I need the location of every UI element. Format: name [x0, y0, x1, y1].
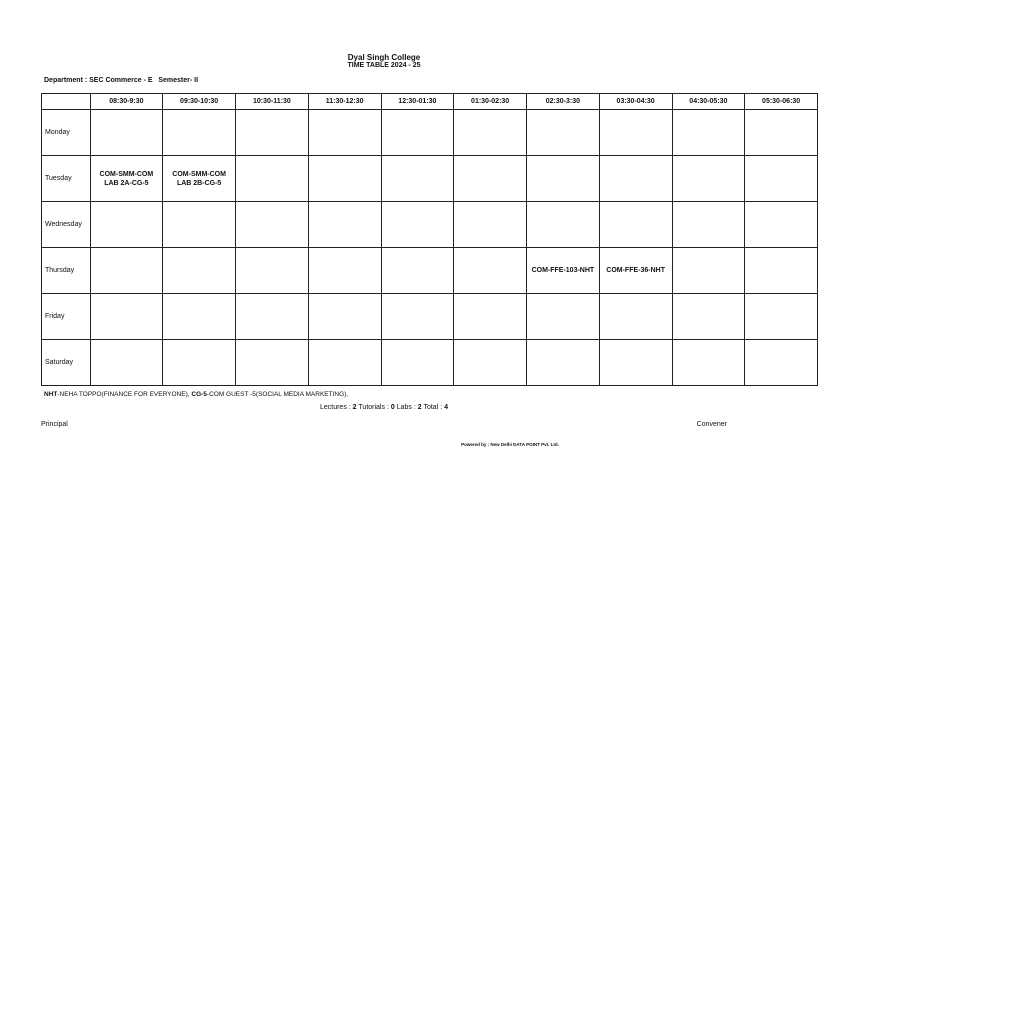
- timetable-cell: [745, 110, 818, 156]
- timetable-cell: [236, 294, 309, 340]
- day-label: Thursday: [42, 248, 91, 294]
- principal-signature: Principal: [41, 421, 68, 428]
- legend-code-nht: NHT: [44, 391, 58, 398]
- timetable-cell: [308, 110, 381, 156]
- day-label: Friday: [42, 294, 91, 340]
- timetable-cell: [381, 294, 454, 340]
- time-slot-header: 11:30-12:30: [308, 94, 381, 110]
- lectures-label: Lectures :: [319, 404, 351, 411]
- timetable-cell: [90, 248, 163, 294]
- timetable-body: [42, 110, 818, 386]
- timetable-cell: [308, 294, 381, 340]
- timetable-cell: COM-FFE-36-NHT: [599, 248, 672, 294]
- time-slot-header: 10:30-11:30: [236, 94, 309, 110]
- timetable-cell: [236, 156, 309, 202]
- timetable-cell: [381, 248, 454, 294]
- timetable-header-row: [42, 94, 818, 110]
- timetable: [41, 93, 818, 386]
- timetable-cell: [236, 110, 309, 156]
- timetable-cell: [672, 110, 745, 156]
- timetable-cell: [90, 110, 163, 156]
- day-row-tuesday: [42, 156, 818, 202]
- timetable-cell: COM-SMM-COM LAB 2B-CG-5: [163, 156, 236, 202]
- timetable-cell: [90, 202, 163, 248]
- timetable-cell: [236, 248, 309, 294]
- timetable-cell: COM-FFE-103-NHT: [527, 248, 600, 294]
- totals-summary: [0, 404, 768, 411]
- timetable-cell: [745, 294, 818, 340]
- timetable-cell: [163, 202, 236, 248]
- corner-cell: [42, 94, 91, 110]
- timetable-cell: [527, 156, 600, 202]
- timetable-cell: [672, 202, 745, 248]
- timetable-cell: [527, 202, 600, 248]
- day-label: Wednesday: [42, 202, 91, 248]
- time-slot-header: 03:30-04:30: [599, 94, 672, 110]
- timetable-cell: [454, 340, 527, 386]
- total-label: Total :: [423, 404, 443, 411]
- tutorials-count: 0: [390, 404, 395, 411]
- timetable-cell: [454, 294, 527, 340]
- timetable-container: [41, 93, 801, 388]
- timetable-cell: [672, 340, 745, 386]
- timetable-cell: [599, 202, 672, 248]
- time-slot-header: 09:30-10:30: [163, 94, 236, 110]
- day-label: Saturday: [42, 340, 91, 386]
- time-slot-header: 12:30-01:30: [381, 94, 454, 110]
- timetable-cell: [163, 248, 236, 294]
- timetable-cell: COM-SMM-COM LAB 2A-CG-5: [90, 156, 163, 202]
- timetable-cell: [454, 110, 527, 156]
- timetable-cell: [672, 248, 745, 294]
- powered-by: Powered by : New Delhi DATA POINT Pvt. Ltd.: [461, 442, 559, 447]
- day-label: Monday: [42, 110, 91, 156]
- time-slot-header: 02:30-3:30: [527, 94, 600, 110]
- department-label: Department : SEC Commerce - E Semester- II: [44, 77, 199, 84]
- time-slot-header: 04:30-05:30: [672, 94, 745, 110]
- timetable-cell: [454, 248, 527, 294]
- timetable-cell: [745, 248, 818, 294]
- tutorials-label: Tutorials :: [358, 404, 389, 411]
- lectures-count: 2: [352, 404, 357, 411]
- timetable-cell: [454, 156, 527, 202]
- timetable-cell: [90, 294, 163, 340]
- timetable-cell: [236, 340, 309, 386]
- legend-text-nht: -NEHA TOPPO(FINANCE FOR EVERYONE),: [57, 391, 190, 398]
- timetable-cell: [308, 202, 381, 248]
- timetable-cell: [308, 248, 381, 294]
- day-label: Tuesday: [42, 156, 91, 202]
- timetable-cell: [745, 156, 818, 202]
- college-name: Dyal Singh College: [347, 53, 421, 62]
- time-slot-header: 01:30-02:30: [454, 94, 527, 110]
- timetable-cell: [672, 156, 745, 202]
- timetable-cell: [163, 294, 236, 340]
- timetable-cell: [599, 110, 672, 156]
- timetable-cell: [163, 340, 236, 386]
- timetable-cell: [381, 202, 454, 248]
- timetable-cell: [454, 202, 527, 248]
- faculty-legend: [44, 391, 348, 398]
- timetable-cell: [599, 294, 672, 340]
- convener-signature: Convener: [696, 421, 727, 428]
- labs-label: Labs :: [396, 404, 416, 411]
- day-row-thursday: [42, 248, 818, 294]
- timetable-title: TIME TABLE 2024 - 25: [347, 62, 421, 69]
- labs-count: 2: [417, 404, 422, 411]
- timetable-cell: [381, 156, 454, 202]
- timetable-cell: [381, 110, 454, 156]
- time-slot-header: 05:30-06:30: [745, 94, 818, 110]
- timetable-cell: [308, 340, 381, 386]
- timetable-cell: [236, 202, 309, 248]
- timetable-cell: [745, 340, 818, 386]
- day-row-monday: [42, 110, 818, 156]
- timetable-cell: [381, 340, 454, 386]
- timetable-cell: [527, 110, 600, 156]
- time-slot-header: 08:30-9:30: [90, 94, 163, 110]
- day-row-friday: [42, 294, 818, 340]
- timetable-cell: [308, 156, 381, 202]
- timetable-cell: [527, 294, 600, 340]
- timetable-cell: [672, 294, 745, 340]
- total-count: 4: [444, 404, 449, 411]
- timetable-cell: [599, 156, 672, 202]
- timetable-cell: [90, 340, 163, 386]
- day-row-wednesday: [42, 202, 818, 248]
- legend-code-cg5: CG-5: [191, 391, 207, 398]
- timetable-cell: [163, 110, 236, 156]
- timetable-cell: [599, 340, 672, 386]
- legend-text-cg5: -COM GUEST -5(SOCIAL MEDIA MARKETING),: [206, 391, 349, 398]
- timetable-cell: [745, 202, 818, 248]
- timetable-cell: [527, 340, 600, 386]
- day-row-saturday: [42, 340, 818, 386]
